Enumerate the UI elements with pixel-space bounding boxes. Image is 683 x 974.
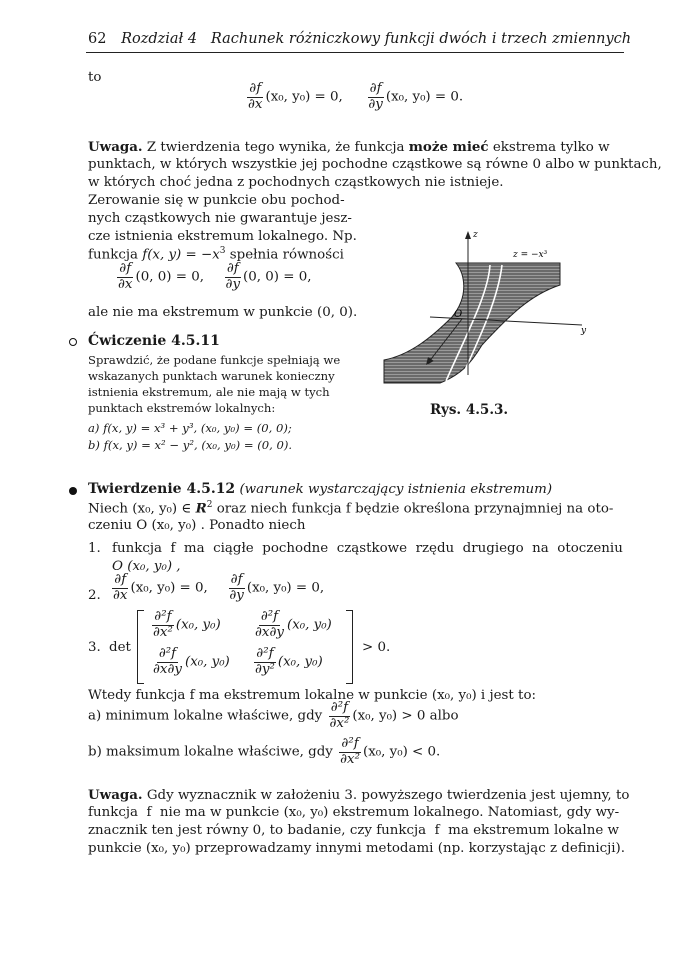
det-label: det <box>109 640 131 655</box>
figure-surface <box>370 225 600 405</box>
det-greater-zero: > 0. <box>362 640 391 655</box>
exercise-line1: Sprawdzić, że podane funkcje spełniają we <box>88 353 341 367</box>
theorem-item2-eq: $\frac{\partial f}{\partial x}$ (x₀, y₀) = 0, $\frac{\partial f}{\partial y}$ (x₀, y₀) = 0, <box>113 572 325 603</box>
uwaga1-line1: Uwaga. Z twierdzenia tego wynika, że funkcja może mieć ekstrema tylko w <box>88 139 610 155</box>
uwaga2-line3: znacznik ten jest równy 0, to badanie, czy funkcja f ma ekstremum lokalne w <box>88 823 619 838</box>
matrix-cell-11: $\frac{\text{∂²f}}{\text{∂x²}}$ (x₀, y₀) <box>153 609 221 640</box>
chapter-title: Rozdział 4 Rachunek różniczkowy funkcji dwóch i trzech zmiennych <box>121 31 632 47</box>
exercise-title: Ćwiczenie 4.5.11 <box>88 333 220 349</box>
fraction-df-dx: $\frac{\partial f}{\partial x}$ <box>248 81 263 112</box>
uwaga1-line9: ale nie ma ekstremum w punkcie (0, 0). <box>88 305 358 320</box>
page-number: 62 <box>88 31 107 47</box>
o-label: O <box>454 309 463 320</box>
exercise-line4: punktach ekstremów lokalnych: <box>88 401 276 415</box>
uwaga1-line3: w których choć jedna z pochodnych cząstkowych nie istnieje. <box>88 175 504 190</box>
intro-to: to <box>88 70 102 85</box>
exercise-item-a: a) f(x, y) = x³ + y³, (x₀, y₀) = (0, 0); <box>88 421 292 435</box>
uwaga1-line7: funkcja f(x, $y) = -x^3$ spełnia równości <box>88 246 344 263</box>
theorem-item2-number: 2. <box>88 588 101 603</box>
theorem-item1-text2: O (x₀, y₀) , <box>112 559 181 574</box>
uwaga1-line4: Zerowanie się w punkcie obu pochod- <box>88 193 345 208</box>
theorem-title-line: Twierdzenie 4.5.12 (warunek wystarczający istnienia ekstremum) <box>88 481 553 497</box>
theorem-marker-icon <box>69 487 77 495</box>
exercise-marker-icon <box>69 338 77 346</box>
uwaga1-line6: cze istnienia ekstremum lokalnego. Np. <box>88 229 357 244</box>
z-arrow <box>465 231 471 239</box>
theorem-item3-number: 3. <box>88 640 101 655</box>
matrix-cell-22: $\frac{\text{∂²f}}{\text{∂y²}}$ (x₀, y₀) <box>255 646 323 677</box>
theorem-case-b: b) maksimum lokalne właściwe, gdy $\frac{\text{∂²f}}{\text{∂x²}}$ (x₀, y₀) < 0. <box>88 736 441 767</box>
exercise-item-b: b) f(x, y) = x² − y², (x₀, y₀) = (0, 0). <box>88 438 293 452</box>
theorem-case-a: a) minimum lokalne właściwe, gdy $\frac{\text{∂²f}}{\text{∂x²}}$ (x₀, y₀) > 0 albo <box>88 700 459 731</box>
fraction-df-dy: $\frac{\partial f}{\partial y}$ <box>368 81 383 112</box>
matrix-cell-21: $\frac{\text{∂²f}}{\partial x\partial y}$ (x₀, y₀) <box>153 646 230 677</box>
theorem-wtedy: Wtedy funkcja f ma ekstremum lokalne w punkcie (x₀, y₀) i jest to: <box>88 688 537 703</box>
uwaga2-line4: punkcie (x₀, y₀) przeprowadzamy innymi metodami (np. korzystając z definicji). <box>88 841 626 856</box>
running-header <box>88 30 632 48</box>
uwaga2-line2: funkcja f nie ma w punkcie (x₀, y₀) ekstremum lokalnego. Natomiast, gdy wy- <box>88 805 620 820</box>
theorem-item1-number: 1. <box>88 541 101 556</box>
theorem-line2: czeniu O (x₀, y₀) . Ponadto niech <box>88 518 306 533</box>
theorem-line1: Niech (x₀, y₀) ∈ $R^2$ oraz niech funkcja f będzie określona przynajmniej na oto- <box>88 500 614 517</box>
header-rule <box>86 52 624 53</box>
figure-caption: Rys. 4.5.3. <box>430 402 509 418</box>
theorem-item1-text: funkcja f ma ciągłe pochodne cząstkowe rzędu drugiego na otoczeniu <box>112 541 623 556</box>
y-label: y <box>581 326 587 336</box>
exercise-line3: istnienia ekstremum, ale nie mają w tych <box>88 385 330 399</box>
matrix-left-bracket <box>137 610 144 684</box>
exercise-line2: wskazanych punktach warunek konieczny <box>88 369 335 383</box>
matrix-cell-12: $\frac{\text{∂²f}}{\partial x\partial y}$ (x₀, y₀) <box>255 609 332 640</box>
equation-partials-zero: $\frac{\partial f}{\partial x}$ (x₀, y₀) = 0, $\frac{\partial f}{\partial y}$ (x₀, y₀) = 0. <box>248 81 464 112</box>
uwaga1-line2: punktach, w których wszystkie jej pochodne cząstkowe są równe 0 albo w punktach, <box>88 157 662 172</box>
z-label: z <box>473 230 478 240</box>
matrix-right-bracket <box>346 610 353 684</box>
uwaga1-line5: nych cząstkowych nie gwarantuje jesz- <box>88 211 352 226</box>
curve-label: z = −x³ <box>513 250 548 260</box>
uwaga1-equations: $\frac{\partial f}{\partial x}$ (0, 0) = 0, $\frac{\partial f}{\partial y}$ (0, 0) = 0, <box>118 261 312 292</box>
uwaga2-line1: Uwaga. Gdy wyznacznik w założeniu 3. powyższego twierdzenia jest ujemny, to <box>88 787 630 803</box>
